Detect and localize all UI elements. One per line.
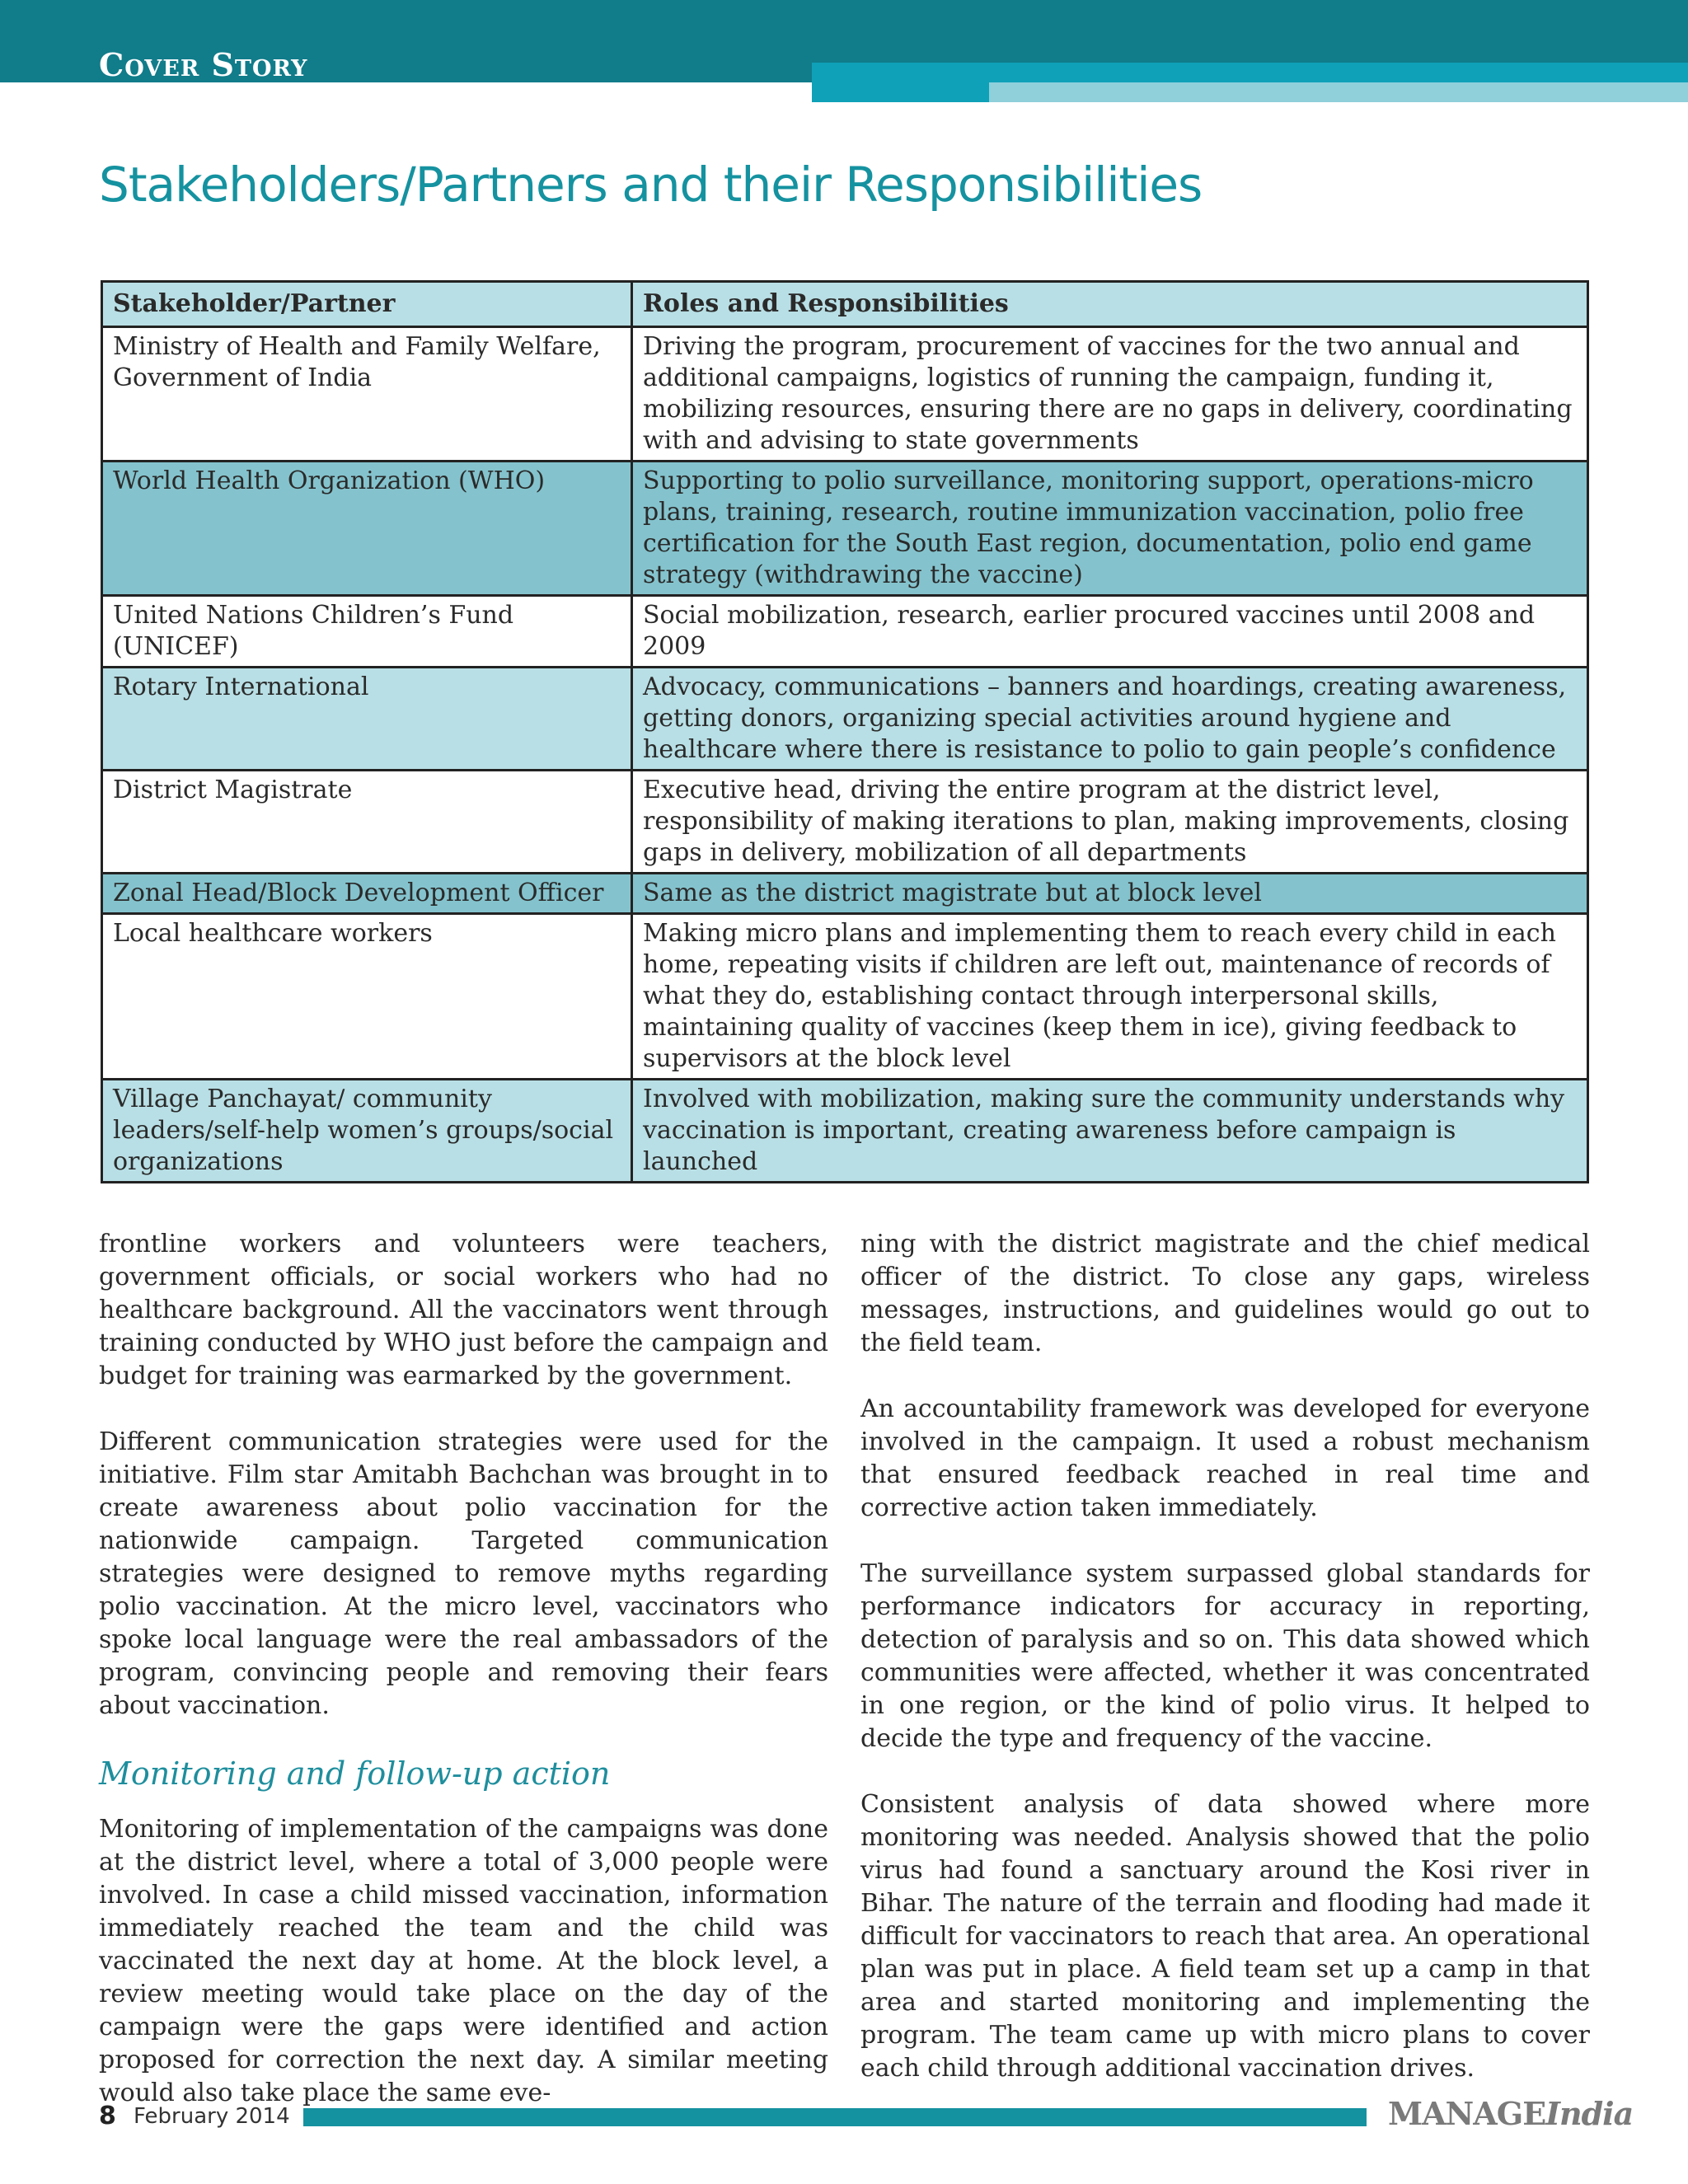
body-paragraph: An accountability framework was developed for everyone involved in the campaign. It used a robust mechanism that ensured feedback reached in real time and corrective action taken immediately.: [860, 1394, 1590, 1522]
table-row: [102, 1080, 1588, 1183]
issue-date: February 2014: [134, 2104, 290, 2129]
roles-cell: Driving the program, procurement of vaccines for the two annual and additional campaigns, logistics of running the campaign, funding it, mobilizing resources, ensuring there are no gaps in delivery, coordinating with and advising to state governments: [632, 327, 1588, 462]
body-paragraph: Consistent analysis of data showed where more monitoring was needed. Analysis showed that the polio virus had found a sanctuary around the Kosi river in Bihar. The nature of the terrain and flooding had made it difficult for vaccinators to reach that area. An operational plan was put in place. A field team set up a camp in that area and started monitoring and implementing the program. The team came up with micro plans to cover each child through additional vaccination drives.: [860, 1790, 1590, 2083]
brand-sub: India: [1545, 2095, 1634, 2132]
stakeholder-cell: Ministry of Health and Family Welfare, Government of India: [102, 327, 632, 462]
roles-cell: Social mobilization, research, earlier procured vaccines until 2008 and 2009: [632, 596, 1588, 668]
body-paragraph: Different communication strategies were used for the initiative. Film star Amitabh Bachchan was brought in to create awareness about polio vaccination for the nationwide campaign. Targeted communication strategies were designed to remove myths regarding polio vaccination. At the micro level, vaccinators who spoke local language were the real ambassadors of the program, convincing people and removing their fears about vaccination.: [99, 1427, 828, 1720]
table-header-roles: Roles and Responsibilities: [632, 282, 1588, 327]
table-row: [102, 668, 1588, 771]
stakeholder-cell: United Nations Children’s Fund (UNICEF): [102, 596, 632, 668]
page-title: Stakeholders/Partners and their Responsibilities: [99, 157, 1203, 213]
stakeholder-cell: Village Panchayat/ community leaders/self-help women’s groups/social organizations: [102, 1080, 632, 1183]
stakeholder-cell: Local healthcare workers: [102, 914, 632, 1080]
stakeholder-cell: World Health Organization (WHO): [102, 462, 632, 596]
roles-cell: Same as the district magistrate but at block level: [632, 874, 1588, 914]
body-paragraph: ning with the district magistrate and the chief medical officer of the district. To close any gaps, wireless messages, instructions, and guidelines would go out to the field team.: [860, 1230, 1590, 1357]
stakeholder-cell: District Magistrate: [102, 771, 632, 874]
body-paragraph: Monitoring of implementation of the campaigns was done at the district level, where a total of 3,000 people were involved. In case a child missed vaccination, information immediately reached the team and the child was vaccinated the next day at home. At the block level, a review meeting would take place on the day of the campaign were the gaps were identified and action proposed for correction the next day. A similar meeting would also take place the same eve-: [99, 1815, 828, 2107]
table-row: [102, 874, 1588, 914]
table-row: [102, 596, 1588, 668]
roles-cell: Involved with mobilization, making sure the community understands why vaccination is important, creating awareness before campaign is launched: [632, 1080, 1588, 1183]
table-header-stakeholder: Stakeholder/Partner: [102, 282, 632, 327]
roles-cell: Advocacy, communications – banners and hoardings, creating awareness, getting donors, organizing special activities around hygiene and healthcare where there is resistance to polio to gain people’s confidence: [632, 668, 1588, 771]
header-light-band: [989, 82, 1688, 102]
body-paragraph: The surveillance system surpassed global standards for performance indicators for accuracy in reporting, detection of paralysis and so on. This data showed which communities were affected, whether it was concentrated in one region, or the kind of polio virus. It helped to decide the type and frequency of the vaccine.: [860, 1559, 1590, 1753]
table-row: [102, 771, 1588, 874]
roles-cell: Making micro plans and implementing them to reach every child in each home, repeating visits if children are left out, maintenance of records of what they do, establishing contact through interpersonal skills, maintaining quality of vaccines (keep them in ice), giving feedback to supervisors at the block level: [632, 914, 1588, 1080]
table-header-row: [102, 282, 1588, 327]
body-paragraph: frontline workers and volunteers were teachers, government officials, or social workers who had no healthcare background. All the vaccinators went through training conducted by WHO just before the campaign and budget for training was earmarked by the government.: [99, 1230, 828, 1390]
body-column-right: [860, 1228, 1590, 2118]
page-number: 8: [99, 2102, 116, 2130]
brand-main: MANAGE: [1388, 2095, 1546, 2132]
subheading-monitoring: Monitoring and follow-up action: [99, 1755, 611, 1792]
section-label: Cover Story: [99, 46, 308, 83]
table-row: [102, 914, 1588, 1080]
roles-cell: Supporting to polio surveillance, monitoring support, operations-micro plans, training, research, routine immunization vaccination, polio free certification for the South East region, documentation, polio end game strategy (withdrawing the vaccine): [632, 462, 1588, 596]
table-row: [102, 327, 1588, 462]
table-row: [102, 462, 1588, 596]
stakeholder-cell: Zonal Head/Block Development Officer: [102, 874, 632, 914]
body-column-left: [99, 1228, 828, 2143]
footer-bar: [303, 2108, 1367, 2126]
stakeholder-table: [101, 280, 1589, 1183]
stakeholder-cell: Rotary International: [102, 668, 632, 771]
brand-logo: [1388, 2095, 1633, 2132]
roles-cell: Executive head, driving the entire program at the district level, responsibility of making iterations to plan, making improvements, closing gaps in delivery, mobilization of all departments: [632, 771, 1588, 874]
